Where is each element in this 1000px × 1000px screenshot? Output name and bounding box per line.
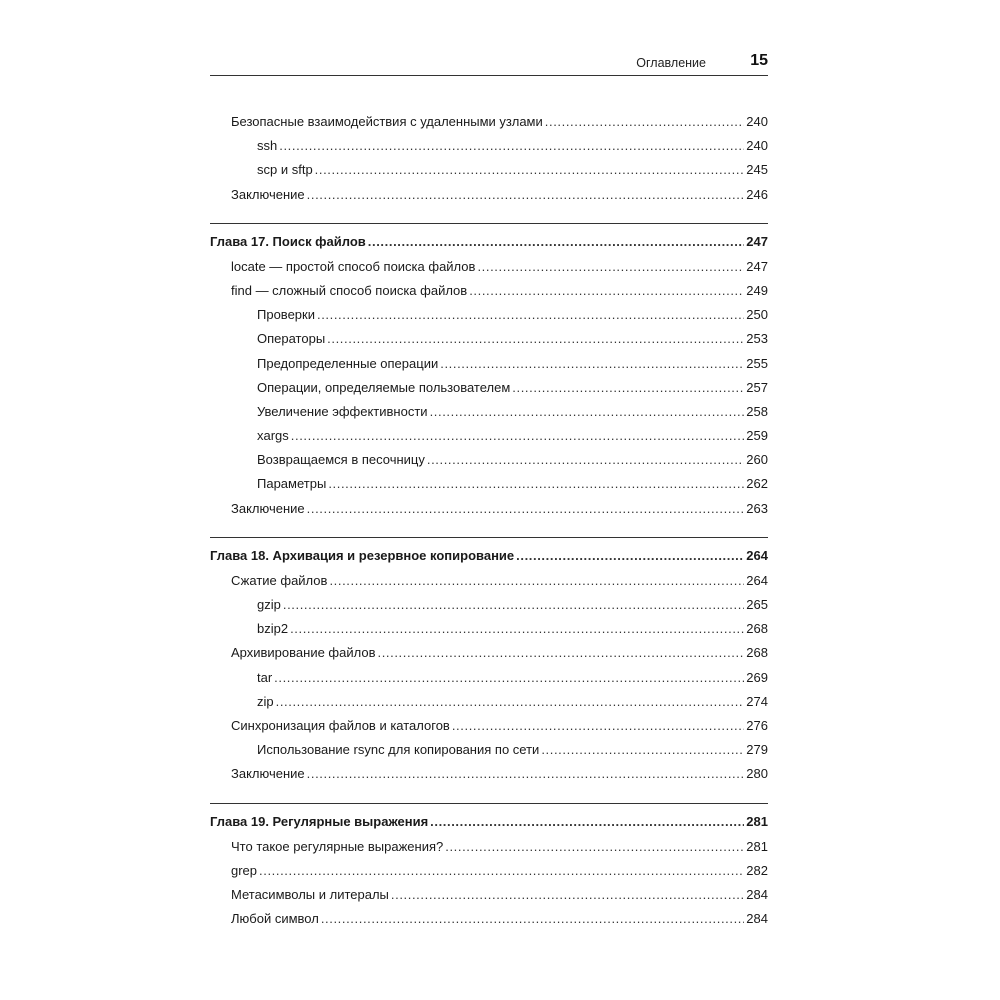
toc-entry-title: Заключение — [231, 186, 305, 202]
toc-entry-title: Увеличение эффективности — [257, 403, 428, 419]
toc-entry-title: xargs — [257, 428, 289, 444]
toc-entry-title: gzip — [257, 597, 281, 612]
toc-leader-dots — [317, 303, 744, 327]
toc-entry — [210, 714, 768, 738]
toc-entry — [210, 376, 768, 400]
toc-entry-title: grep — [231, 862, 258, 878]
toc-entry-page: 265 — [746, 597, 768, 612]
toc-entry-title: Сжатие файлов — [231, 572, 328, 588]
toc-leader-dots — [516, 543, 744, 569]
toc-entry — [210, 497, 768, 521]
toc-entry-page: 284 — [746, 911, 768, 927]
toc-entry-title: Что такое регулярные выражения? — [231, 838, 444, 854]
toc-entry-page: 268 — [746, 645, 768, 661]
toc-leader-dots — [377, 641, 744, 665]
toc-entry — [210, 907, 768, 931]
toc-leader-dots — [274, 666, 744, 690]
toc-leader-dots — [391, 883, 744, 907]
toc-entry-title: Параметры — [257, 476, 327, 492]
toc-leader-dots — [307, 762, 745, 786]
toc-entry — [210, 183, 768, 207]
toc-entry-title: Операции, определяемые пользователем — [257, 379, 511, 395]
toc-leader-dots — [276, 690, 745, 714]
toc-leader-dots — [259, 859, 744, 883]
toc-entry — [210, 738, 768, 762]
toc-leader-dots — [307, 183, 745, 207]
toc-entry — [210, 641, 768, 665]
toc-entry — [210, 762, 768, 786]
toc-leader-dots — [328, 472, 744, 496]
running-header-section: Оглавление — [636, 56, 706, 70]
toc-leader-dots — [327, 327, 744, 351]
toc-leader-dots — [512, 376, 744, 400]
toc-entry — [210, 448, 768, 472]
toc-entry-page: 240 — [746, 114, 768, 129]
toc-leader-dots — [321, 907, 744, 931]
toc-leader-dots — [469, 279, 744, 303]
toc-entry-title: Любой символ — [231, 911, 319, 927]
toc-entry — [210, 110, 768, 134]
toc-entry-page: 260 — [746, 452, 768, 468]
running-header — [210, 50, 768, 76]
toc-entry — [210, 279, 768, 303]
toc-entry-title: find — сложный способ поиска файлов — [231, 282, 468, 298]
toc-leader-dots — [283, 593, 744, 617]
toc-entry-page: 284 — [746, 886, 768, 902]
table-of-contents — [210, 110, 768, 931]
toc-entry-page: 247 — [746, 233, 768, 249]
toc-entry-page: 264 — [746, 547, 768, 563]
toc-entry — [210, 835, 768, 859]
toc-entry-page: 274 — [746, 693, 768, 709]
toc-entry-page: 259 — [746, 428, 768, 444]
toc-entry — [210, 472, 768, 496]
toc-entry — [210, 352, 768, 376]
toc-entry-title: tar — [257, 669, 273, 685]
toc-chapter-entry — [210, 803, 768, 835]
toc-leader-dots — [368, 229, 745, 255]
toc-entry — [210, 690, 768, 714]
toc-chapter-entry — [210, 537, 768, 569]
toc-entry-page: 262 — [746, 476, 768, 492]
toc-entry-title: locate — простой способ поиска файлов — [231, 258, 476, 274]
toc-entry — [210, 303, 768, 327]
toc-entry-page: 263 — [746, 500, 768, 516]
toc-entry-title: Архивирование файлов — [231, 645, 376, 661]
toc-entry-page: 245 — [746, 162, 768, 178]
toc-entry-page: 269 — [746, 669, 768, 685]
toc-entry — [210, 883, 768, 907]
toc-entry-page: 264 — [746, 572, 768, 588]
toc-entry-title: scp и sftp — [257, 162, 313, 178]
toc-entry-title: ssh — [257, 138, 278, 154]
toc-leader-dots — [545, 110, 745, 134]
toc-leader-dots — [291, 424, 745, 448]
toc-entry-page: 282 — [746, 862, 768, 878]
toc-entry-page: 250 — [746, 307, 768, 323]
toc-chapter-entry — [210, 223, 768, 255]
toc-entry-title: Заключение — [231, 500, 305, 516]
toc-leader-dots — [315, 158, 745, 182]
toc-leader-dots — [445, 835, 744, 859]
toc-entry — [210, 593, 768, 617]
toc-leader-dots — [452, 714, 744, 738]
page-number: 15 — [750, 52, 768, 69]
toc-entry — [210, 569, 768, 593]
toc-entry — [210, 134, 768, 158]
toc-entry — [210, 424, 768, 448]
toc-entry-title: Синхронизация файлов и каталогов — [231, 717, 450, 733]
toc-entry — [210, 859, 768, 883]
toc-entry-title: Безопасные взаимодействия с удаленными узлами — [231, 114, 543, 129]
toc-entry — [210, 666, 768, 690]
toc-entry-page: 240 — [746, 138, 768, 154]
toc-entry-title: Глава 17. Поиск файлов — [210, 233, 366, 249]
toc-entry — [210, 327, 768, 351]
toc-entry — [210, 255, 768, 279]
toc-entry-title: bzip2 — [257, 621, 289, 637]
toc-entry-page: 249 — [746, 282, 768, 298]
toc-entry-page: 258 — [746, 403, 768, 419]
toc-entry-title: Заключение — [231, 766, 305, 782]
toc-leader-dots — [290, 617, 744, 641]
toc-leader-dots — [477, 255, 744, 279]
toc-entry-title: Операторы — [257, 331, 326, 347]
toc-entry-page: 281 — [746, 813, 768, 829]
toc-entry — [210, 158, 768, 182]
toc-leader-dots — [279, 134, 744, 158]
toc-entry-title: Глава 19. Регулярные выражения — [210, 813, 429, 829]
toc-entry-title: Проверки — [257, 307, 315, 323]
toc-entry-page: 268 — [746, 621, 768, 637]
toc-entry-page: 246 — [746, 186, 768, 202]
toc-entry-title: Метасимволы и литералы — [231, 886, 389, 902]
toc-entry-page: 257 — [746, 379, 768, 395]
toc-entry-page: 253 — [746, 331, 768, 347]
toc-entry — [210, 617, 768, 641]
toc-entry-title: Использование rsync для копирования по сети — [257, 742, 540, 758]
toc-leader-dots — [440, 352, 744, 376]
toc-leader-dots — [430, 400, 745, 424]
toc-entry-page: 279 — [746, 742, 768, 758]
toc-entry-page: 280 — [746, 766, 768, 782]
toc-entry-title: Возвращаемся в песочницу — [257, 452, 425, 468]
toc-leader-dots — [307, 497, 745, 521]
toc-entry-page: 276 — [746, 717, 768, 733]
toc-leader-dots — [427, 448, 744, 472]
toc-entry-page: 281 — [746, 838, 768, 854]
toc-entry-page: 255 — [746, 355, 768, 371]
toc-entry-title: Глава 18. Архивация и резервное копирование — [210, 547, 515, 563]
toc-entry-title: zip — [257, 693, 274, 709]
toc-leader-dots — [541, 738, 744, 762]
toc-leader-dots — [430, 809, 744, 835]
toc-leader-dots — [329, 569, 744, 593]
toc-entry — [210, 400, 768, 424]
toc-entry-page: 247 — [746, 258, 768, 274]
toc-entry-title: Предопределенные операции — [257, 355, 439, 371]
